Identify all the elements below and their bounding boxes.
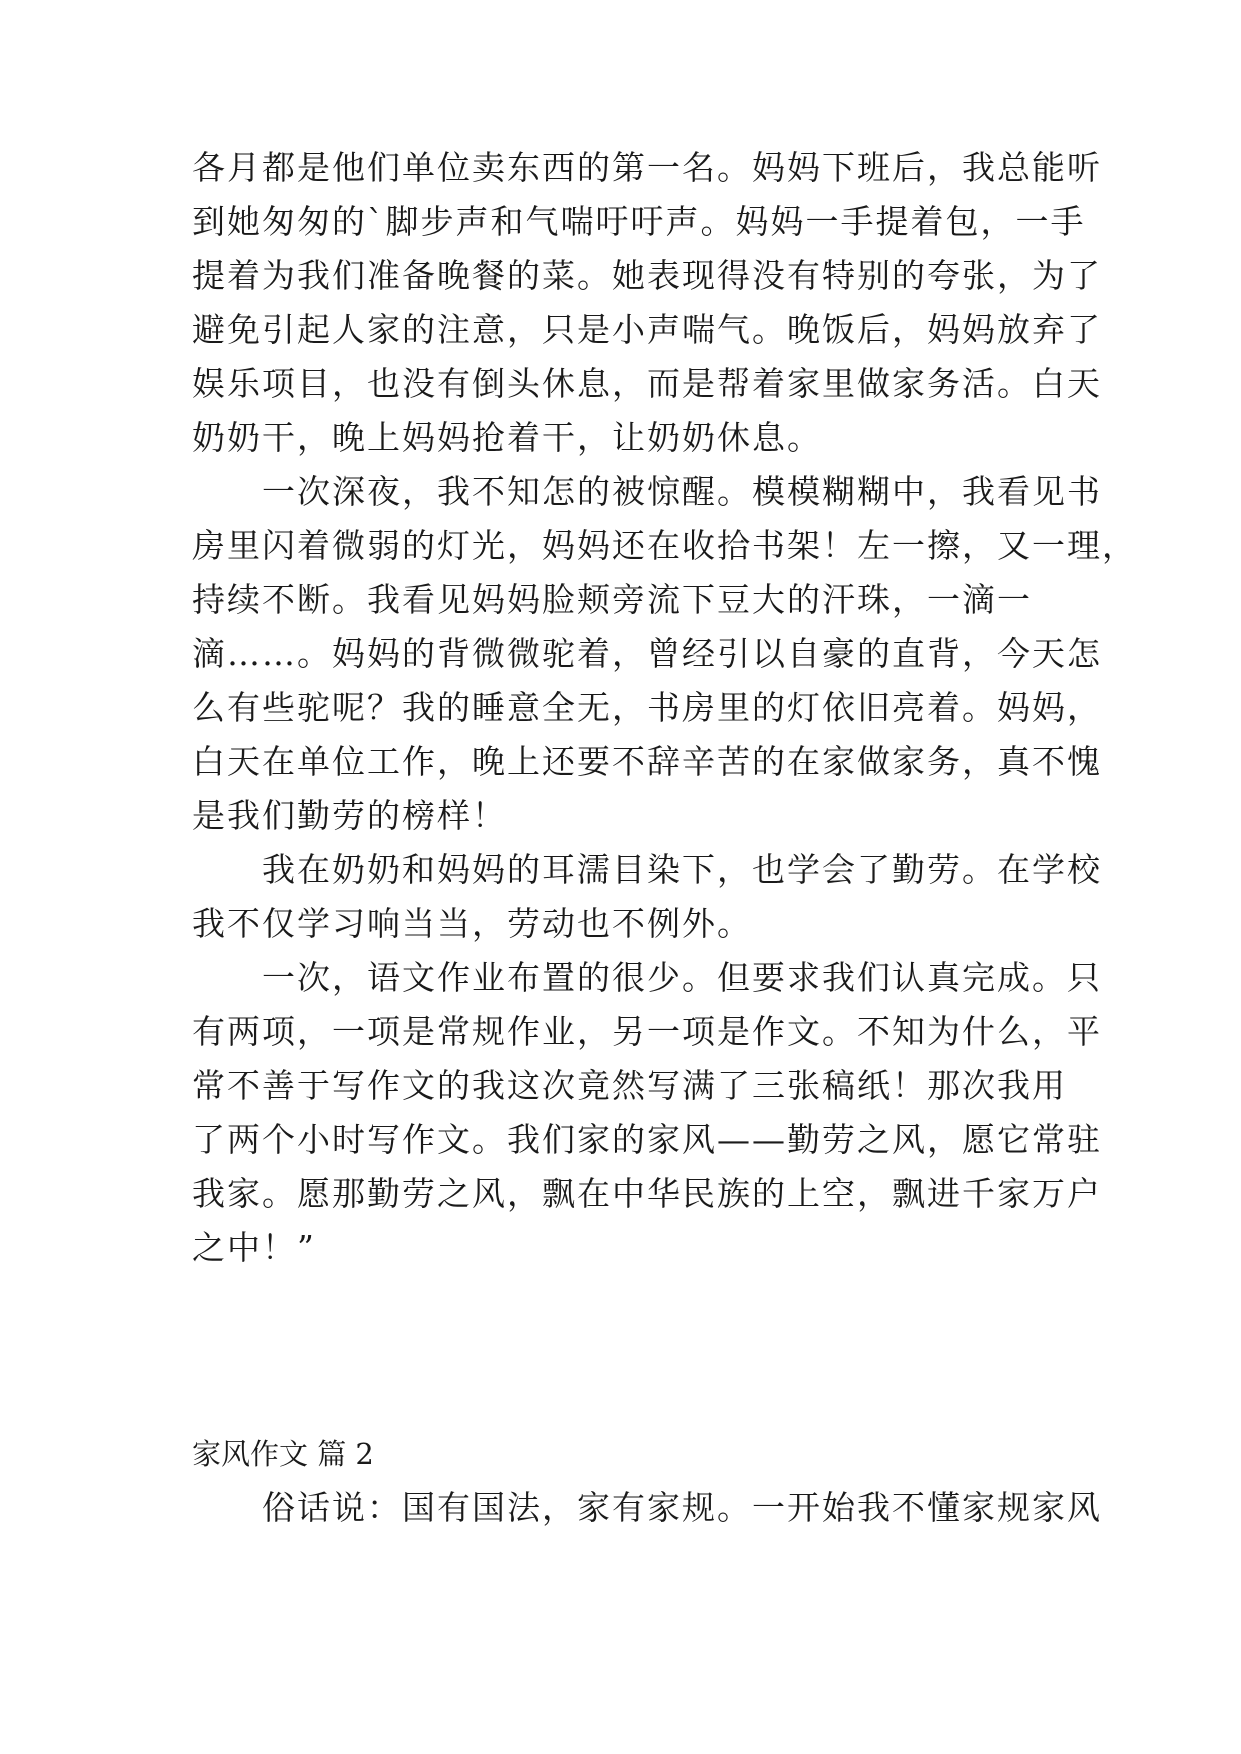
text-line: 了两个小时写作文。我们家的家风——勤劳之风，愿它常驻 [192, 1120, 1102, 1159]
text-line: 我家。愿那勤劳之风，飘在中华民族的上空，飘进千家万户 [192, 1174, 1102, 1213]
text-line: 持续不断。我看见妈妈脸颊旁流下豆大的汗珠，一滴一 [192, 580, 1032, 619]
text-line: 我不仅学习响当当，劳动也不例外。 [192, 904, 752, 943]
text-line: 各月都是他们单位卖东西的第一名。妈妈下班后，我总能听 [192, 148, 1102, 187]
text-line: 我在奶奶和妈妈的耳濡目染下，也学会了勤劳。在学校 [192, 850, 1102, 889]
text-line: 俗话说：国有国法，家有家规。一开始我不懂家规家风 [192, 1488, 1102, 1527]
text-line: 滴……。妈妈的背微微驼着，曾经引以自豪的直背，今天怎 [192, 634, 1102, 673]
text-line: 娱乐项目，也没有倒头休息，而是帮着家里做家务活。白天 [192, 364, 1102, 403]
text-line: 么有些驼呢？我的睡意全无，书房里的灯依旧亮着。妈妈， [192, 688, 1102, 727]
text-line: 避免引起人家的注意，只是小声喘气。晚饭后，妈妈放弃了 [192, 310, 1102, 349]
text-line: 之中！” [192, 1228, 316, 1267]
text-line: 是我们勤劳的榜样！ [192, 796, 507, 835]
text-line: 奶奶干，晚上妈妈抢着干，让奶奶休息。 [192, 418, 822, 457]
text-line: 白天在单位工作，晚上还要不辞辛苦的在家做家务，真不愧 [192, 742, 1102, 781]
text-line: 到她匆匆的`脚步声和气喘吁吁声。妈妈一手提着包，一手 [192, 202, 1086, 241]
text-line: 一次，语文作业布置的很少。但要求我们认真完成。只 [192, 958, 1102, 997]
text-line: 提着为我们准备晚餐的菜。她表现得没有特别的夸张，为了 [192, 256, 1102, 295]
text-line: 有两项，一项是常规作业，另一项是作文。不知为什么，平 [192, 1012, 1102, 1051]
section-heading: 家风作文 篇 2 [192, 1437, 374, 1471]
text-line: 常不善于写作文的我这次竟然写满了三张稿纸！那次我用 [192, 1066, 1067, 1105]
text-line: 一次深夜，我不知怎的被惊醒。模模糊糊中，我看见书 [192, 472, 1102, 511]
text-line: 房里闪着微弱的灯光，妈妈还在收拾书架！左一擦，又一理， [192, 526, 1137, 565]
